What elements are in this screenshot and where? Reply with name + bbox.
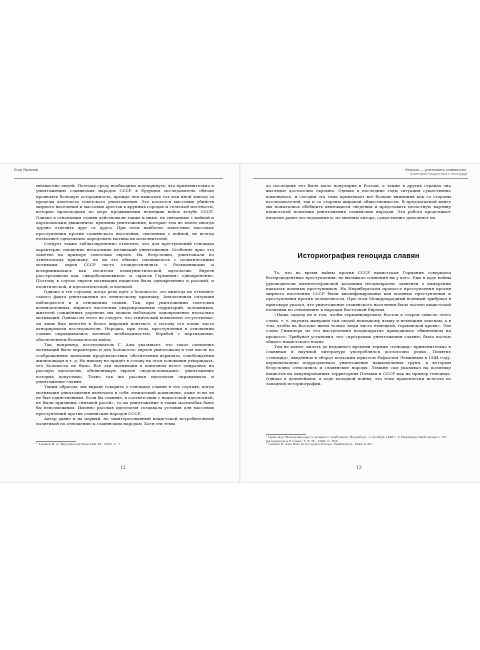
left-page	[0, 164, 239, 482]
paragraph: Так, например, исследователь Г. Алы указывает, что такое смешение мотиваций было характерно и для Холокоста: евреев уничтожали в том числе по соображениям экономии продовольствия, обеспечения вермахта, освобождения жилплощади и т. д. Но никому не придёт в голову на этом основании утверждать, что Холокоста не было. Все эти мотивации в конечном итоге опирались на расовую идеологию, объявлявшую евреев «недочеловеками», уничтожение которых допустимо. Точно так же расовая идеология оправдывала и уничтожение славян.	[36, 341, 214, 384]
right-page	[241, 164, 480, 482]
footnote: ¹ Приговор Международного военного трибунала. Нюрнберг, 1 октября 1946 г. // Нюрнбергский процесс: Сб. материалов в 8 томах. Т. 8. М., 1999. С. 635.	[266, 435, 447, 443]
paragraph: множество людей. Поэтому сразу необходимо подчеркнуть, что применительно к уничтожению славянских народов СССР в будущем исследователь обязан проявлять большую осторожность, прежде чем выносить тот или иной эпизод за пределы контекста советского уничтожения. Это касается массовых убийств мирного населения и массовых арестов в крупных городах и сельской местности, которые происходили по мере продвижения немецких войск вглубь СССР. Однако в отношении славян действовали также и иные, не связанные с войной и партизанским движением, причины уничтожения, которые тем не менее иногда трудно отделить друг от друга. При этом наиболее известные массовые преступления против славянского населения, связанные с войной, не всегда позволяют однозначно определить мотивы их исполнителей.	[36, 183, 214, 241]
chapter-title: Историография геноцида славян	[297, 251, 420, 260]
running-head-subtitle: Анатомия нацистского геноцида	[410, 172, 467, 177]
paragraph: «Наша задача не в том, чтобы германизировать Восток в старом смысле этого слова, т. е. научить живущих там людей немецкому языку и немецким законам, а в том, чтобы на Востоке жили только люди чисто немецкой, германской крови». Эти слова Гиммлера из его выступления неоднократно приводились обвинением на процессе. Трибунал установил, что «программа уничтожения славян» была частью общего нацистского плана	[266, 312, 451, 344]
running-head-right	[405, 168, 467, 177]
right-page-intro	[266, 183, 451, 220]
paragraph: Автор давно и на первый, но заинтересованный нацистской истребительной политикой по отношению к славянским народам. Хотя эти темы	[36, 416, 214, 427]
paragraph: Однако в тех случаях, когда речь идёт о Холокосте, это никогда не отменяет самого факта уничтожения по этническому признаку. Аналогичная ситуация наблюдается и в отношении славян. Так, при уничтожении советских военнопленных, мирного населения оккупированных территорий, заложников, жителей сожжённых деревень мы можем наблюдать одновременно несколько мотиваций. Однако из этого не следует, что этнический компонент отсутствовал: он лишь был вплетён в более широкий контекст, а потому его очень часто игнорировали исследователи. Нередко, при этом, преступления в отношении славян оправдывались военной необходимостью, борьбой с партизанами, обеспечением безопасности войск.	[36, 288, 214, 342]
page-number-left: 12	[120, 465, 126, 470]
running-head-title: Миссия — уничтожить славянство.	[405, 168, 467, 172]
footnote: ¹ Алымов В. А. Внутриполитический. М., 2002. С. 7.	[36, 442, 122, 446]
right-page-body	[266, 270, 451, 387]
running-head-left: Егор Яковлев	[14, 168, 38, 172]
page-number-right: 13	[356, 465, 362, 470]
paragraph: Тем не менее, вплоть до недавнего времени термин «геноцид» применительно к славянам в научной литературе употреблялся достаточно редко. Понятие «геноцид», введённое в оборот польским юристом Рафаэлем Лемкиным в 1944 году, первоначально подразумевало уничтожение национальных групп, к которым безусловно относились и славянские народы. Лемкин сам указывал на политику нацистов на оккупированных территориях Польши и СССР как на пример геноцида. Однако в дальнейшем, в ходе холодной войны, эта тема практически исчезла из западной историографии.	[266, 344, 451, 387]
footnotes-left	[36, 443, 214, 447]
footnote: ² Lemkin R. Axis Rule in Occupied Europe. Washington, 1944. P. 80.	[266, 442, 373, 447]
book-spread	[0, 163, 480, 483]
footnotes-right	[266, 436, 451, 447]
left-page-body	[36, 183, 214, 427]
header-rule	[14, 178, 223, 179]
header-rule	[253, 178, 468, 179]
paragraph: Таким образом, мы вправе говорить о геноциде славян в тех случаях, когда мотивация уничтожения включала в себя этнический компонент, даже если он не был единственным. Если бы славяне, в соответствии с нацистской идеологией, не были признаны «низшей расой», то их уничтожение в таких масштабах было бы невозможным. Именно расовая идеология создавала условия для массовых преступлений против славянских народов СССР.	[36, 384, 214, 416]
paragraph: Следует также заблаговременно отметить, что для преступлений геноцида характерно смешение нескольких мотиваций уничтожения. Особенно ярко это заметно на примере советских евреев. Их, безусловно, уничтожали по этническому признаку, но на это обычно смешивалось с политическими мотивами: евреи СССР часто отождествлялись с большевиками и воспринимались как носители коммунистической идеологии. Евреев расстреливали как «жидобольшевиков» и «врагов Германии» одновременно. Поэтому в случае евреев мотивация нацистов была одновременно и расовой, и политической, и идеологической, и военной.	[36, 241, 214, 289]
paragraph: до последних лет было мало популярна в России, а также в других странах она выглядит достаточно скромно. Однако в последние годы ситуация существенно изменилась, и сегодня эта тема привлекает всё больше внимания как со стороны исследователей, так и со стороны широкой общественности. В предлагаемой книге мы попытались обобщить имеющиеся сведения и представить целостную картину нацистской политики уничтожения славянских народов. Эта работа продолжает начатые ранее исследования и, по мнению автора, существенно дополняет их.	[266, 183, 451, 220]
paragraph: То, что во время войны против СССР нацистская Германия совершала беспрецедентные преступления, не вызывало сомнения ни у кого. Уже в ходе войны руководители антигитлеровской коалиции неоднократно заявляли о намерении наказать военных преступников. На Нюрнбергском процессе преступления против мирного населения СССР были квалифицированы как военные преступления и преступления против человечности. При этом Международный военный трибунал в приговоре указал, что уничтожение славянского населения было частью нацистской политики по отношению к народам Восточной Европы.	[266, 270, 451, 313]
